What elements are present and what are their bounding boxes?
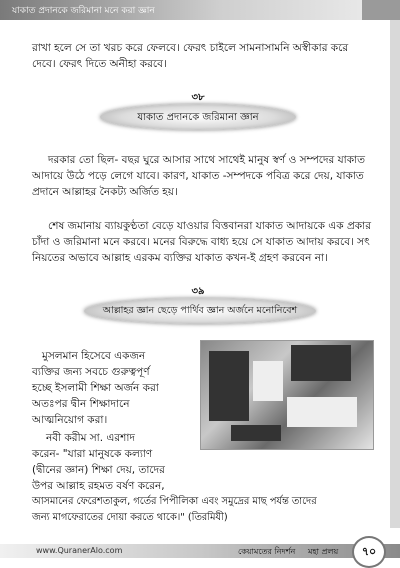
section-39-number: ৩৯: [191, 286, 205, 297]
section-38-number: ৩৮: [191, 92, 205, 103]
body-line: (দ্বীনের জ্ঞান) শিক্ষা দেয়, তাদের: [32, 464, 165, 476]
page-header: [0, 0, 400, 20]
side-margin-strip: [390, 20, 400, 528]
page-number: ৭০: [352, 536, 386, 568]
section-38-banner: [100, 104, 296, 130]
body-line: উপর আল্লাহ রহমত বর্ষণ করেন,: [32, 480, 165, 492]
section-38-paragraph-1: দরকার তো ছিল- বছর ঘুরে আসার সাথে সাথেই মানুষ স্বর্ণ ও সম্পদের যাকাত আদায়ে উঠে পড়ে লেগে যাবে। কারণ, যাকাত -সম্পদকে পবিত্র করে দেয়, যাকাত প্রদানে আল্লাহর নৈকট্য অর্জিত হয়।: [32, 154, 365, 198]
section-38-title: যাকাত প্রদানকে জরিমানা জ্ঞান: [137, 112, 259, 123]
section-39-title: আল্লাহর জ্ঞান ছেড়ে পার্থিব জ্ঞান অর্জনে মনোনিবেশ: [102, 305, 298, 316]
running-head: যাকাত প্রদানকে জরিমানা মনে করা জ্ঞান: [12, 6, 155, 16]
website-link[interactable]: www.QuranerAlo.com: [36, 546, 123, 555]
header-tab: [362, 0, 400, 20]
body-line: ব্যক্তির জন্য সবচে গুরুত্বপূর্ণ: [32, 366, 150, 378]
page-footer: [0, 532, 400, 566]
section-38-paragraph-2: শেষ জমানায় ব্যায়কুণ্ঠতা বেড়ে যাওয়ার বিত্তবানরা যাকাত আদায়কে এক প্রকার চাঁদা ও জরিমানা মনে করবে। মনের বিরুদ্ধে বাধ্য হয়ে সে যাকাত আদায় করবে। সৎ নিয়তের অভাবে আল্লাহ এরকম ব্যক্তির যাকাত কখন-ই গ্রহণ করবেন না।: [32, 220, 371, 264]
body-line: জন্য মাগফেরাতের দোয়া করতে থাকে।" (তিরমিযী): [32, 512, 228, 523]
book-title: কেয়ামতের নিদর্শন: [238, 547, 296, 556]
body-line: হচ্ছে ইসলামী শিক্ষা অর্জন করা: [32, 382, 159, 394]
section-39-banner: [84, 298, 316, 324]
series-title: মহা প্রলয়: [308, 547, 339, 556]
body-line: অতঃপর দ্বীন শিক্ষাদানে: [32, 398, 130, 410]
body-line: নবী করীম সা. এরশাদ: [46, 432, 135, 444]
library-photo: [200, 340, 374, 450]
body-line: আত্মনিয়োগ করা।: [32, 414, 108, 426]
body-line: আসমানের ফেরেশতাকুল, গর্তের পিপীলিকা এবং সমুদ্রের মাছ পর্যন্ত তাদের: [32, 496, 317, 507]
body-line: মুসলমান হিসেবে একজন: [42, 350, 146, 362]
top-paragraph: রাখা হলে সে তা খরচ করে ফেলবে। ফেরৎ চাইলে সামনাসামনি অস্বীকার করে দেবে। ফেরৎ দিতে অনীহা করবে।: [32, 42, 349, 70]
body-line: করেন- "যারা মানুষকে কল্যাণ: [32, 448, 153, 460]
